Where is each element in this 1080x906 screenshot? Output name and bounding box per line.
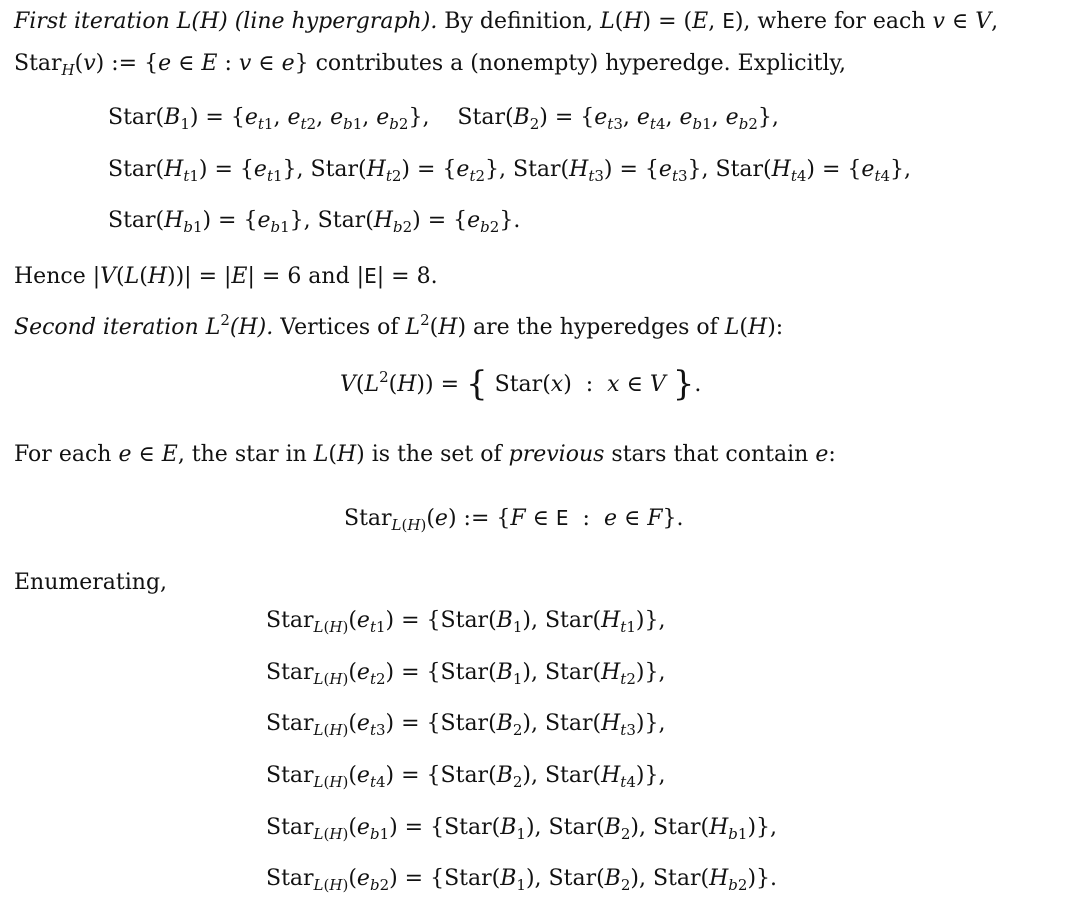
text-line-9: For each e ∈ E, the star in L(H) is the set of previous stars that contain e: [14, 442, 836, 467]
text-line-10: Star$_{L(H)}$(e) := {F ∈ E : e ∈ F}. [344, 506, 684, 534]
text-line-2: Star$_H$(v) := {e ∈ E : v ∈ e} contributes a (nonempty) hyperedge. Explicitly, [14, 51, 846, 79]
text-line-8: $V(L^2(H))$ = { Star(x) : x ∈ V }. [340, 364, 702, 404]
text-line-11: Enumerating, [14, 570, 168, 595]
text-line-1: First iteration L(H) (line hypergraph). By definition, L(H) = (E, E), where for each v ∈ V, [14, 9, 999, 34]
text-line-7: Second iteration $L^2(H)$. Vertices of $L^2(H)$ are the hyperedges of L(H): [14, 311, 784, 340]
text-line-15: $Star_{L(H)}(e_{t4})$ = {$Star(B_2)$, $Star(H_{t4})$}, [266, 763, 666, 791]
text-line-3: $Star(B_1) = \{e_{t1}$, $e_{t2}$, $e_{b1}$, $e_{b2}$}, $Star(B_2) = \{e_{t3}$, $e_{t4}$, $e_{b1}$, $e_{b2}$}, [108, 105, 779, 133]
text-line-12: $Star_{L(H)}(e_{t1})$ = {$Star(B_1)$, $Star(H_{t1})$}, [266, 608, 666, 636]
text-line-14: $Star_{L(H)}(e_{t3})$ = {$Star(B_2)$, $Star(H_{t3})$}, [266, 711, 666, 739]
text-line-17: $Star_{L(H)}(e_{b2})$ = {$Star(B_1)$, $Star(B_2)$, $Star(H_{b2})$}. [266, 866, 778, 894]
text-line-16: $Star_{L(H)}(e_{b1})$ = {$Star(B_1)$, $Star(B_2)$, $Star(H_{b1})$}, [266, 815, 778, 843]
text-line-6: Hence |V(L(H))| = |E| = 6 and |E| = 8. [14, 264, 438, 289]
text-line-4: $Star(H_{t1}) = \{e_{t1}\}$, $Star(H_{t2}) = \{e_{t2}\}$, $Star(H_{t3}) = \{e_{t3}\}$, $Star(H_{t4}) = \{e_{t4}\}$, [108, 157, 912, 185]
text-line-5: $Star(H_{b1}) = \{e_{b1}\}$, $Star(H_{b2}) = \{e_{b2}\}$. [108, 208, 521, 236]
text-line-13: $Star_{L(H)}(e_{t2})$ = {$Star(B_1)$, $Star(H_{t2})$}, [266, 660, 666, 688]
